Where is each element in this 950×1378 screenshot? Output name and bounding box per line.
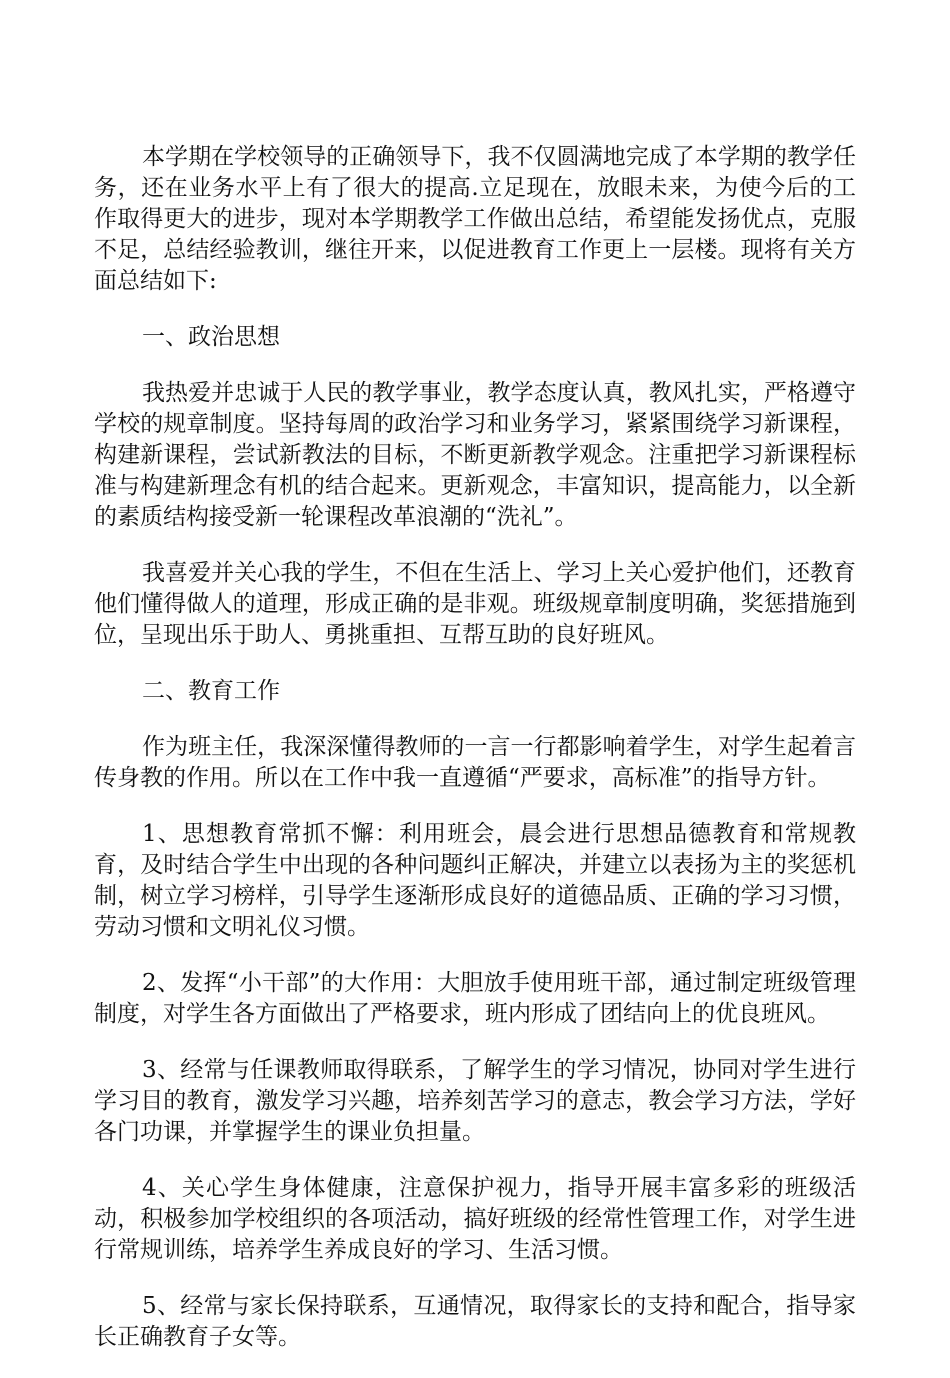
document-page [94,142,856,1378]
section-heading-education: 二、教育工作 [142,678,280,704]
list-item-5: 5、经常与家长保持联系，互通情况，取得家长的支持和配合，指导家长正确教育子女等。 [94,1293,856,1350]
list-item-2: 2、发挥“小干部”的大作用：大胆放手使用班干部，通过制定班级管理制度，对学生各方面做出了严格要求，班内形成了团结向上的优良班风。 [94,970,856,1027]
list-item-3: 3、经常与任课教师取得联系，了解学生的学习情况，协同对学生进行学习目的教育，激发学习兴趣，培养刻苦学习的意志，教会学习方法，学好各门功课，并掌握学生的课业负担量。 [94,1057,856,1145]
students-paragraph: 我喜爱并关心我的学生，不但在生活上、学习上关心爱护他们，还教育他们懂得做人的道理，形成正确的是非观。班级规章制度明确，奖惩措施到位，呈现出乐于助人、勇挑重担、互帮互助的良好班风。 [94,560,856,648]
list-item-1: 1、思想教育常抓不懈：利用班会，晨会进行思想品德教育和常规教育，及时结合学生中出现的各种问题纠正解决，并建立以表扬为主的奖惩机制，树立学习榜样，引导学生逐渐形成良好的道德品质、正确的学习习惯，劳动习惯和文明礼仪习惯。 [94,821,856,940]
education-intro-paragraph: 作为班主任，我深深懂得教师的一言一行都影响着学生，对学生起着言传身教的作用。所以在工作中我一直遵循“严要求，高标准”的指导方针。 [94,734,856,791]
list-item-4: 4、关心学生身体健康，注意保护视力，指导开展丰富多彩的班级活动，积极参加学校组织的各项活动，搞好班级的经常性管理工作，对学生进行常规训练，培养学生养成良好的学习、生活习惯。 [94,1175,856,1263]
politics-paragraph: 我热爱并忠诚于人民的教学事业，教学态度认真，教风扎实，严格遵守学校的规章制度。坚持每周的政治学习和业务学习，紧紧围绕学习新课程，构建新课程，尝试新教法的目标，不断更新教学观念。注重把学习新课程标准与构建新理念有机的结合起来。更新观念，丰富知识，提高能力，以全新的素质结构接受新一轮课程改革浪潮的“洗礼”。 [94,380,856,530]
intro-paragraph: 本学期在学校领导的正确领导下，我不仅圆满地完成了本学期的教学任务，还在业务水平上有了很大的提高.立足现在，放眼未来，为使今后的工作取得更大的进步，现对本学期教学工作做出总结，希望能发扬优点，克服不足，总结经验教训，继往开来，以促进教育工作更上一层楼。现将有关方面总结如下: [94,144,856,294]
section-heading-politics: 一、政治思想 [142,324,280,350]
